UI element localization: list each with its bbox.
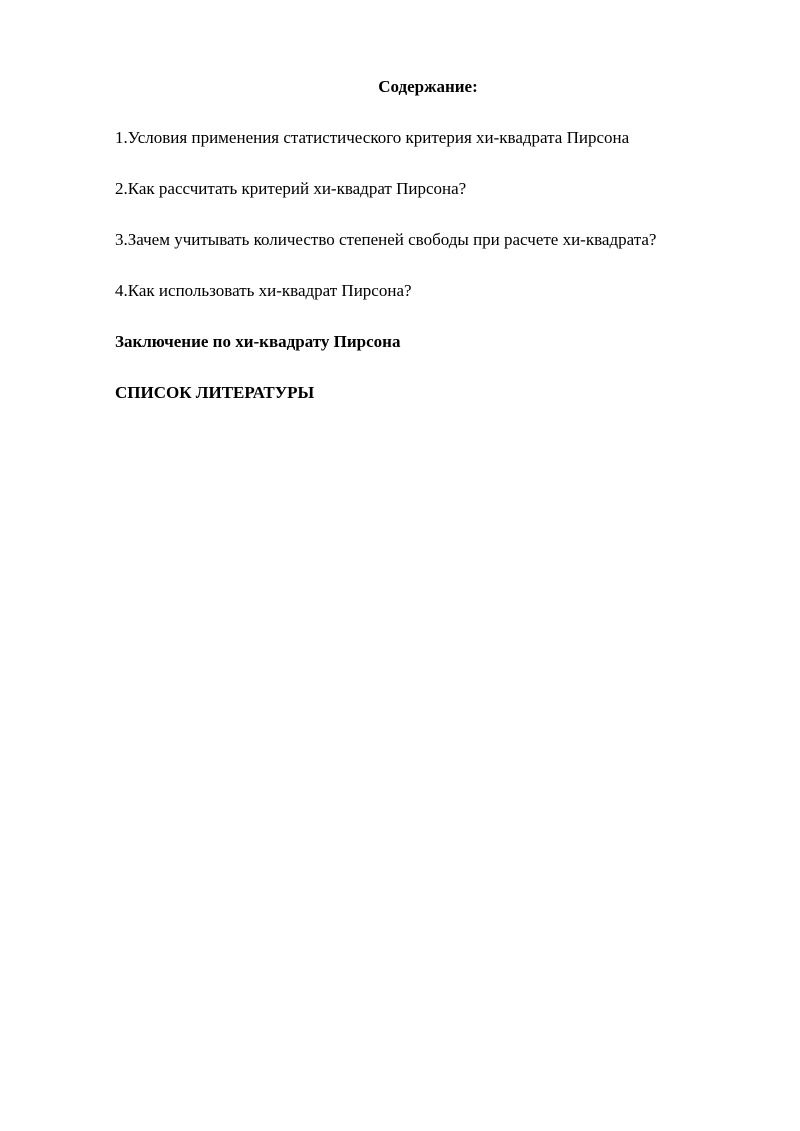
toc-entry-degrees-of-freedom: 3.Зачем учитывать количество степеней свободы при расчете хи-квадрата?	[115, 230, 657, 249]
table-of-contents	[115, 127, 755, 433]
toc-entry-references: СПИСОК ЛИТЕРАТУРЫ	[115, 383, 315, 402]
toc-entry-calculation: 2.Как рассчитать критерий хи-квадрат Пирсона?	[115, 179, 467, 198]
toc-title: Содержание:	[378, 77, 478, 96]
toc-entry-usage: 4.Как использовать хи-квадрат Пирсона?	[115, 281, 412, 300]
toc-entry-conclusion: Заключение по хи-квадрату Пирсона	[115, 332, 401, 351]
toc-entry-conditions: 1.Условия применения статистического критерия хи-квадрата Пирсона	[115, 128, 630, 147]
